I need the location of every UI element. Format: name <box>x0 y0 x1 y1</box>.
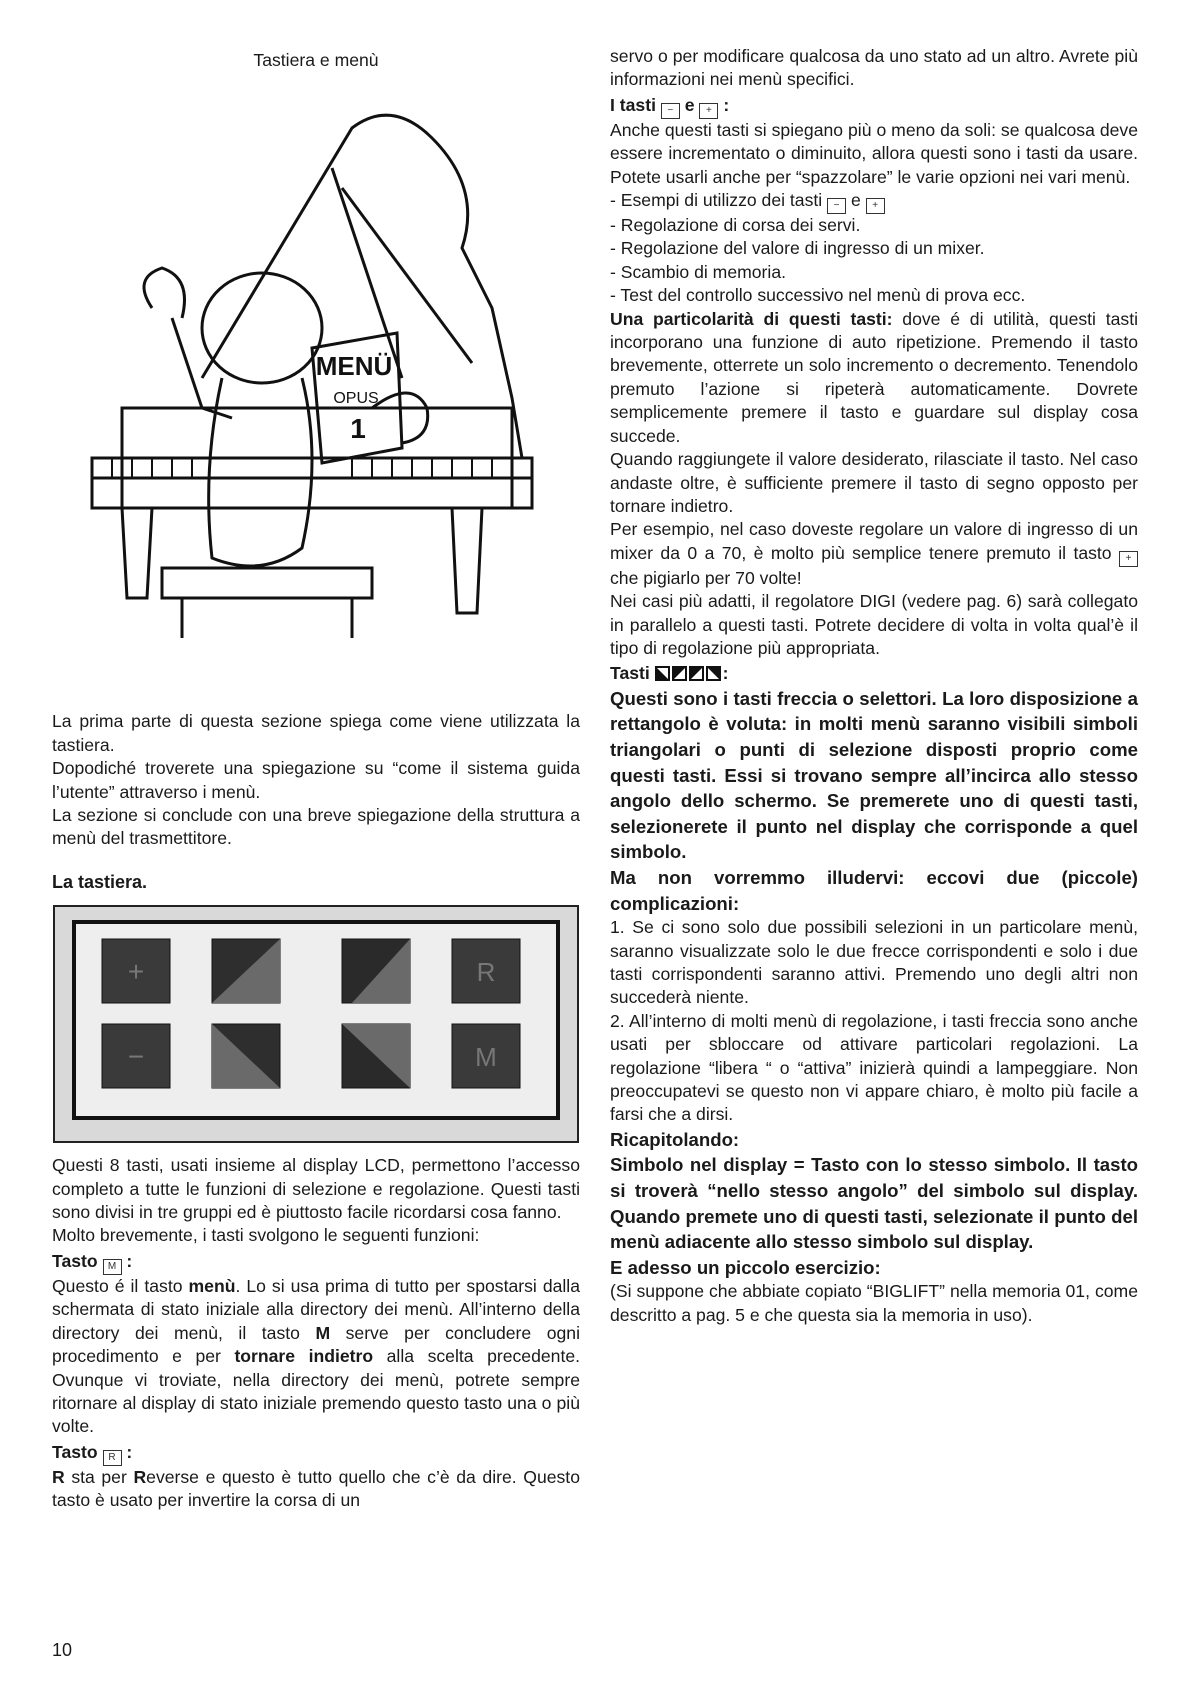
brief-para: Molto brevemente, i tasti svolgono le seguenti funzioni: <box>52 1225 480 1246</box>
keyboard-photo <box>52 904 580 1144</box>
sign-opus-text: OPUS <box>333 390 379 408</box>
arrows-bold-para: Questi sono i tasti freccia o selettori. La loro disposizione a rettangolo è voluta: in molti menù saranno visibili simboli triangolari o punti di selezione disposti proprio come questi tasti. Essi si trovano sempre all’incirca allo stesso angolo dello schermo. Se premerete uno di questi tasti, selezionerete il punto nel display che corrisponde a quel simbolo. <box>610 687 1138 863</box>
arrow-down-left-icon <box>706 666 721 681</box>
sign-number-text: 1 <box>350 413 366 445</box>
piano-cartoon-illustration <box>52 78 580 698</box>
keys-para: Questi 8 tasti, usati insieme al display LCD, permettono l’accesso completo a tutte le funzioni di selezione e regolazione. Questi tasti sono divisi in tre gruppi ed è piuttosto facile ricordarsi cosa fanno. <box>52 1155 580 1223</box>
menu-key-icon: M <box>103 1259 122 1275</box>
example-para: Per esempio, nel caso doveste regolare un valore di ingresso di un mixer da 0 a 70, è molto più semplice tenere premuto il tasto + che pigiarlo per 70 volte! <box>610 519 1138 588</box>
arrow-up-left-icon <box>672 666 687 681</box>
intro-para-3: La sezione si conclude con una breve spiegazione della struttura a menù del trasmettitore. <box>52 805 580 849</box>
svg-text:M: M <box>475 1042 497 1073</box>
svg-text:R: R <box>476 957 496 988</box>
svg-text:−: − <box>127 1041 145 1073</box>
minus-key-icon: − <box>661 103 680 119</box>
plus-key-icon: + <box>699 103 718 119</box>
recap-para: Simbolo nel display = Tasto con lo stesso simbolo. Il tasto si troverà “nello stesso angolo” del simbolo sul display. Quando premete uno di questi tasti, selezionate il punto del menù adiacente allo stesso simbolo sul display. <box>610 1154 1138 1253</box>
exercise-para: (Si suppone che abbiate copiato “BIGLIFT” nella memoria 01, come descritto a pag. 5 e che questa sia la memoria in uso). <box>610 1281 1138 1325</box>
tasto-m-para: Questo é il tasto menù. Lo si usa prima di tutto per spostarsi dalla schermata di stato iniziale alla directory dei menù. All’interno della directory dei menù, il tasto M serve per concludere ogni procedimento e per tornare indietro alla scelta precedente. Ovunque vi troviate, nella directory dei menù, potrete sempre ritornare al display di stato iniziale premendo questo tasto una o più volte. <box>52 1275 581 1437</box>
key-arrow-up-right <box>342 939 410 1003</box>
tasto-m-heading: Tasto M : <box>52 1250 580 1275</box>
tasti-arrows-heading: Tasti : <box>610 663 729 684</box>
plus-key-icon-inline: + <box>1119 551 1138 567</box>
right-column <box>610 45 1138 1327</box>
list-item: - Scambio di memoria. <box>610 261 786 282</box>
tasto-r-para-cont: servo o per modificare qualcosa da uno stato ad un altro. Avrete più informazioni nei menù specifici. <box>610 46 1138 90</box>
key-minus <box>102 1024 170 1088</box>
tasti-pm-examples: - Esempi di utilizzo dei tasti − e + <box>610 189 1138 214</box>
complication-1: 1. Se ci sono solo due possibili selezioni in un particolare menù, saranno visualizzate solo le due frecce corrispondenti e solo i due tasti corrispondenti saranno attivi. Premendo uno degli altri non succederà niente. <box>610 917 1138 1008</box>
intro-para-2: Dopodiché troverete una spiegazione su “come il sistema guida l’utente” attraverso i menù. <box>52 758 580 802</box>
tasto-r-heading-text: Tasto <box>52 1441 98 1462</box>
tasto-r-para: R sta per Reverse e questo è tutto quello che c’è da dire. Questo tasto è usato per invertire la corsa di un <box>52 1466 580 1511</box>
tasto-m-heading-text: Tasto <box>52 1250 98 1271</box>
complication-2: 2. All’interno di molti menù di regolazione, i tasti freccia sono anche usati per sbloccare od attivare particolari regolazioni. La regolazione “libera “ o “attiva” inizierà quindi a lampeggiare. Non preoccupatevi se questo non vi appare chiaro, è molto più facile a farsi che a dirsi. <box>610 1010 1138 1125</box>
key-arrow-down-right <box>342 1024 410 1088</box>
digi-para: Nei casi più adatti, il regolatore DIGI (vedere pag. 6) sarà collegato in parallelo a questi tasti. Potrete decidere di volta in volta qual’è il tipo di regolazione più appropriata. <box>610 591 1138 658</box>
sign-menu-text: MENÜ <box>315 351 393 382</box>
key-arrow-up-left <box>212 939 280 1003</box>
key-reverse <box>452 939 520 1003</box>
page-number: 10 <box>52 1640 73 1660</box>
plus-key-icon-small: + <box>866 198 885 214</box>
keyboard-heading: La tastiera. <box>52 871 148 892</box>
tasti-pm-heading: I tasti − e + : <box>610 94 1138 119</box>
reach-para: Quando raggiungete il valore desiderato, rilasciate il tasto. Nel caso andaste oltre, è sufficiente premere il tasto di segno opposto per tornare indietro. <box>610 449 1138 516</box>
list-item: - Regolazione del valore di ingresso di un mixer. <box>610 238 985 259</box>
tasto-r-heading: Tasto R : <box>52 1441 580 1466</box>
tasti-pm-para: Anche questi tasti si spiegano più o meno da soli: se qualcosa deve essere incrementato o diminuito, allora questi sono i tasti da usare. Potete usarli anche per “spazzolare” le varie opzioni nei vari menù. <box>610 119 1138 187</box>
minus-key-icon-small: − <box>827 198 846 214</box>
svg-text:+: + <box>127 956 145 988</box>
list-item: - Test del controllo successivo nel menù di prova ecc. <box>610 285 1026 306</box>
special-para: Una particolarità di questi tasti: dove é di utilità, questi tasti incorporano una funzione di auto ripetizione. Premendo il tasto brevemente, otterrete un solo incremento o decremento. Tenendolo premuto l’azione si ripeterà automaticamente. Dovrete semplicemente premere il tasto e guardare sul display cosa succede. <box>610 308 1138 446</box>
arrow-down-right-icon <box>655 666 670 681</box>
recap-heading: Ricapitolando: <box>610 1128 740 1150</box>
intro-para-1: La prima parte di questa sezione spiega come viene utilizzata la tastiera. <box>52 711 580 755</box>
key-plus <box>102 939 170 1003</box>
exercise-heading: E adesso un piccolo esercizio: <box>610 1256 881 1278</box>
list-item: - Regolazione di corsa dei servi. <box>610 215 861 236</box>
left-column <box>52 45 580 1513</box>
key-arrow-down-left <box>212 1024 280 1088</box>
arrow-up-right-icon <box>689 666 704 681</box>
reverse-key-icon: R <box>103 1450 122 1466</box>
page-title: Tastiera e menù <box>253 50 379 70</box>
arrows-bold-para-2: Ma non vorremmo illudervi: eccovi due (piccole) complicazioni: <box>610 866 1138 914</box>
key-menu <box>452 1024 520 1088</box>
